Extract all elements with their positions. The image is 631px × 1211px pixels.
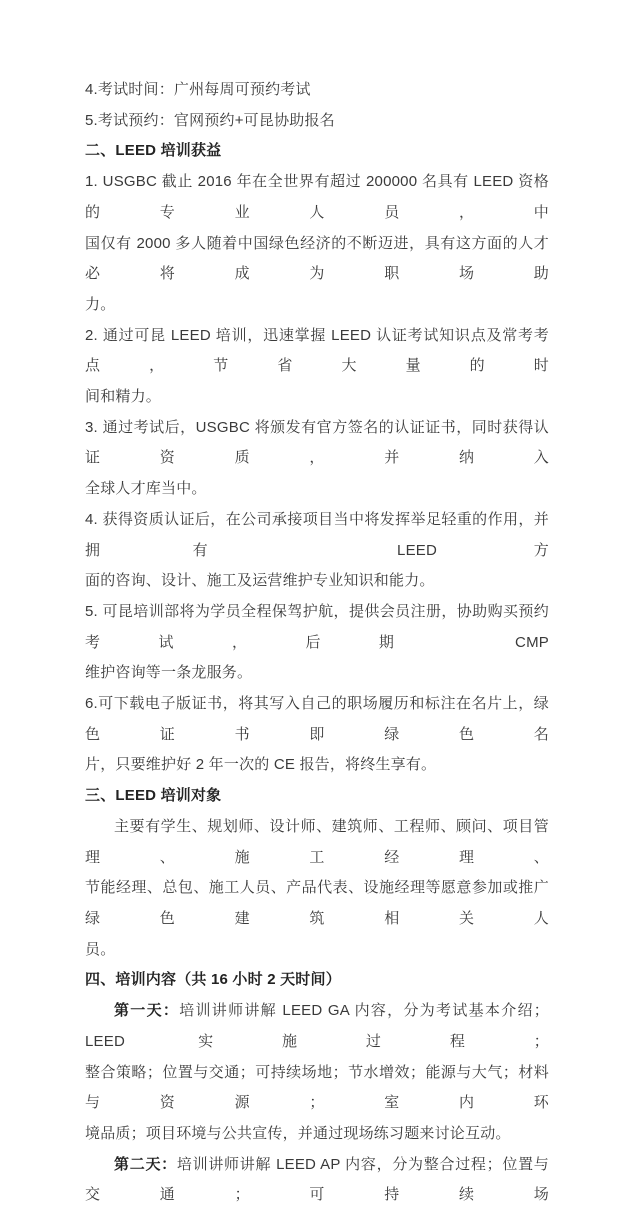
text-line — [85, 597, 549, 658]
text-segment: 4. 获得资质认证后，在公司承接项目当中将发挥举足轻重的作用，并拥有 LEED 方 — [85, 510, 549, 559]
text-segment: 片，只要维护好 2 年一次的 CE 报告，将终生享有。 — [85, 756, 437, 774]
text-line — [85, 1058, 549, 1119]
text-line — [85, 321, 549, 382]
bold-text-segment: 二、LEED 培训获益 — [85, 142, 222, 160]
text-segment: 5.考试预约：官网预约+可昆协助报名 — [85, 111, 335, 129]
text-line — [85, 750, 549, 781]
text-line — [85, 658, 549, 689]
text-segment: 维护咨询等一条龙服务。 — [85, 664, 253, 682]
text-line — [85, 566, 549, 597]
text-line — [85, 474, 549, 505]
text-line — [85, 106, 549, 137]
text-segment: 力。 — [85, 295, 116, 313]
text-segment: 面的咨询、设计、施工及运营维护专业知识和能力。 — [85, 572, 435, 590]
text-line — [85, 505, 549, 566]
text-segment: 间和精力。 — [85, 388, 162, 406]
text-line — [85, 413, 549, 474]
text-line — [85, 1150, 549, 1211]
bold-text-segment: 三、LEED 培训对象 — [85, 787, 222, 805]
text-segment: 境品质；项目环境与公共宣传，并通过现场练习题来讨论互动。 — [85, 1124, 511, 1142]
bold-text-segment: 第一天： — [114, 1002, 180, 1020]
section-heading — [85, 136, 549, 167]
text-line — [85, 75, 549, 106]
text-segment: 国仅有 2000 多人随着中国绿色经济的不断迈进，具有这方面的人才必将成为职场助 — [85, 234, 549, 283]
text-segment: 培训讲师讲解 LEED GA 内容，分为考试基本介绍；LEED 实施过程； — [85, 1002, 549, 1050]
text-segment: 5. 可昆培训部将为学员全程保驾护航，提供会员注册，协助购买预约考试，后期 CMP — [85, 602, 549, 651]
text-line — [85, 290, 549, 321]
text-segment: 1. USGBC 截止 2016 年在全世界有超过 200000 名具有 LEED 资格的专业人员，中 — [85, 173, 549, 221]
text-segment: 2. 通过可昆 LEED 培训，迅速掌握 LEED 认证考试知识点及常考考点，节省大量的时 — [85, 326, 549, 375]
text-segment: 节能经理、总包、施工人员、产品代表、设施经理等愿意参加或推广绿色建筑相关人 — [85, 879, 549, 927]
text-line — [85, 689, 549, 750]
text-segment: 主要有学生、规划师、设计师、建筑师、工程师、顾问、项目管理、施工经理、 — [85, 817, 549, 866]
section-heading — [85, 781, 549, 812]
text-line — [85, 229, 549, 290]
text-line — [85, 812, 549, 873]
text-segment: 4.考试时间：广州每周可预约考试 — [85, 81, 311, 98]
bold-text-segment: 第二天： — [114, 1155, 177, 1173]
text-line — [85, 167, 549, 228]
text-line — [85, 996, 549, 1057]
section-heading — [85, 965, 549, 996]
text-segment: 全球人才库当中。 — [85, 480, 207, 498]
text-line — [85, 935, 549, 966]
text-segment: 整合策略；位置与交通；可持续场地；节水增效；能源与大气；材料与资源；室内环 — [85, 1063, 549, 1112]
text-segment: 6.可下载电子版证书，将其写入自己的职场履历和标注在名片上，绿色证书即绿色名 — [85, 695, 549, 743]
bold-text-segment: 四、培训内容（共 16 小时 2 天时间） — [85, 971, 341, 989]
text-line — [85, 873, 549, 934]
text-segment: 员。 — [85, 940, 116, 958]
text-line — [85, 1119, 549, 1150]
document-body — [85, 75, 549, 1211]
text-segment: 培训讲师讲解 LEED AP 内容，分为整合过程；位置与交通；可持续场 — [85, 1155, 549, 1204]
text-segment: 3. 通过考试后，USGBC 将颁发有官方签名的认证证书，同时获得认证资质，并纳入 — [85, 418, 549, 467]
text-line — [85, 382, 549, 413]
